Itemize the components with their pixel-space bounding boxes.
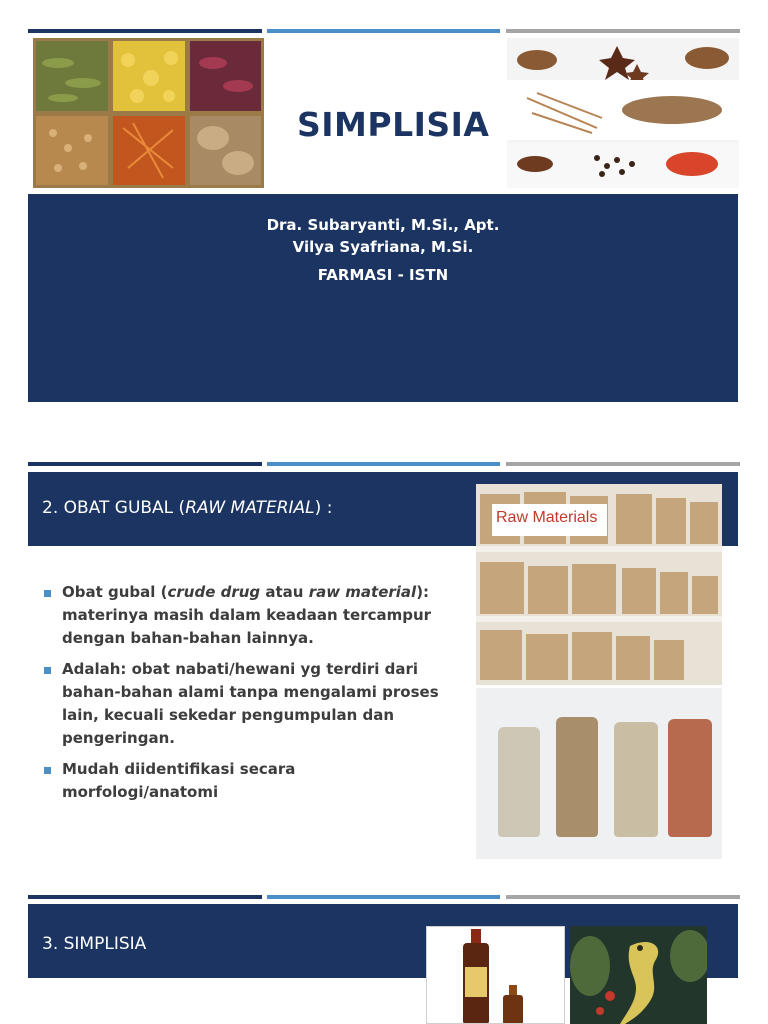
slide3-accent-bar-gray <box>506 895 740 899</box>
slide3-heading: 3. SIMPLISIA <box>42 934 147 954</box>
slide1-title: SIMPLISIA <box>297 105 490 144</box>
raw-materials-label: Raw Materials <box>496 509 598 526</box>
specimen-jar <box>498 727 540 837</box>
list-item: Obat gubal (crude drug atau raw material): materinya masih dalam keadaan tercampur dengan bahan-bahan lainnya. <box>42 581 442 650</box>
slide2-accent-bar-gray <box>506 462 740 466</box>
slide2-bullet-list <box>42 581 442 812</box>
slide1-author-panel <box>28 194 738 402</box>
list-item: Adalah: obat nabati/hewani yg terdiri dari bahan-bahan alami tanpa mengalami proses lain, kecuali sekedar pengumpulan dan pengeringan. <box>42 658 442 750</box>
list-item: Mudah diidentifikasi secara morfologi/anatomi <box>42 758 442 804</box>
slide2-accent-bar-blue <box>267 462 500 466</box>
raw-materials-shelf-image <box>476 484 722 685</box>
specimen-jar <box>556 717 598 837</box>
slide1-accent-bar-blue <box>267 29 500 33</box>
slide2-accent-bar-dark <box>28 462 262 466</box>
specimen-jar <box>614 722 658 837</box>
institution-label: FARMASI - ISTN <box>317 266 449 284</box>
spices-collage-image <box>507 38 739 188</box>
slide2-heading: 2. OBAT GUBAL (RAW MATERIAL) : <box>42 498 333 518</box>
specimen-jars-image <box>476 688 722 859</box>
herbal-bottles-image <box>426 926 565 1024</box>
author-name: Dra. Subaryanti, M.Si., Apt. <box>266 216 500 234</box>
herbs-grid-image <box>33 38 264 188</box>
slide3-accent-bar-dark <box>28 895 262 899</box>
slide1-accent-bar-dark <box>28 29 262 33</box>
author-name: Vilya Syafriana, M.Si. <box>292 238 474 256</box>
specimen-jar <box>668 719 712 837</box>
slide1-accent-bar-gray <box>506 29 740 33</box>
seahorse-image <box>570 926 707 1024</box>
slide3-accent-bar-blue <box>267 895 500 899</box>
